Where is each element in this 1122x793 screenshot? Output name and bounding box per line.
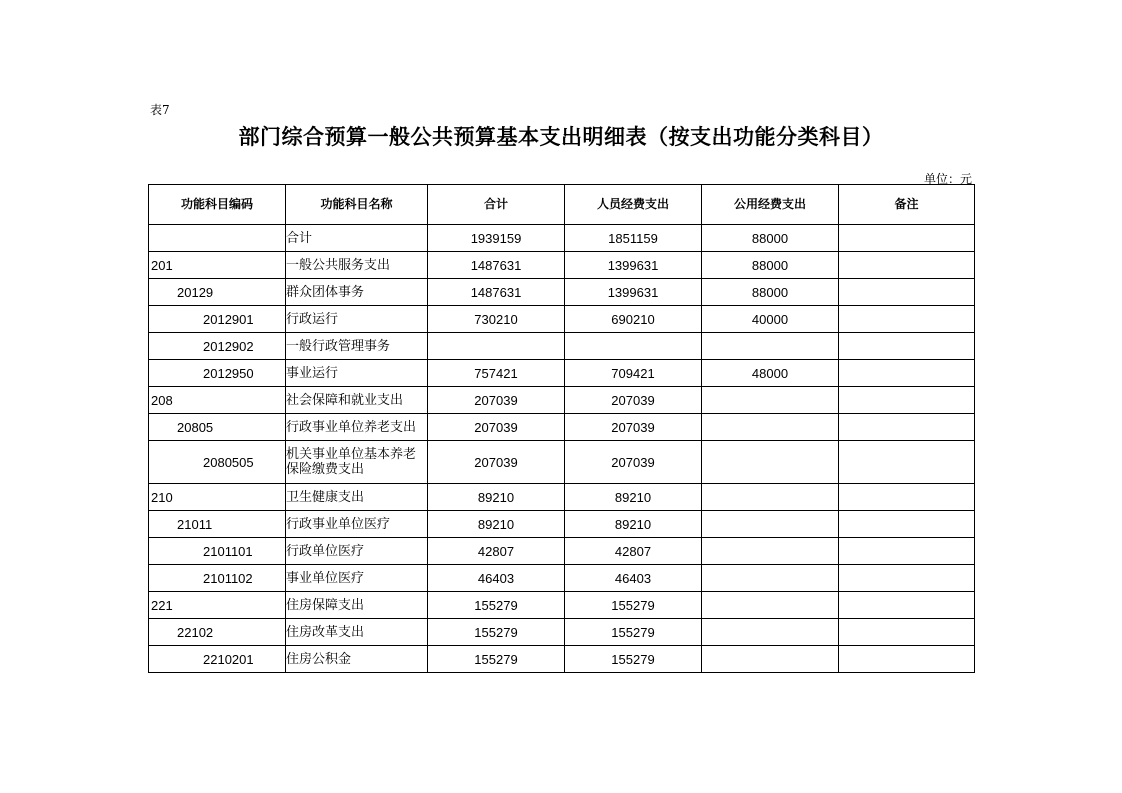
cell-name: 一般行政管理事务	[286, 333, 428, 360]
cell-note	[839, 333, 975, 360]
cell-public: 88000	[702, 279, 839, 306]
cell-public	[702, 387, 839, 414]
cell-note	[839, 306, 975, 333]
cell-personnel: 207039	[565, 441, 702, 484]
table-body	[149, 225, 975, 673]
table-row	[149, 538, 975, 565]
table-row	[149, 414, 975, 441]
cell-personnel: 1851159	[565, 225, 702, 252]
cell-code: 20805	[149, 414, 286, 441]
cell-personnel: 1399631	[565, 279, 702, 306]
cell-total: 1487631	[428, 279, 565, 306]
cell-total: 155279	[428, 619, 565, 646]
column-header-total: 合计	[428, 185, 565, 225]
cell-total: 1939159	[428, 225, 565, 252]
column-header-note: 备注	[839, 185, 975, 225]
cell-code: 2080505	[149, 441, 286, 484]
cell-code: 208	[149, 387, 286, 414]
cell-name: 群众团体事务	[286, 279, 428, 306]
cell-note	[839, 592, 975, 619]
cell-note	[839, 252, 975, 279]
cell-public: 88000	[702, 252, 839, 279]
cell-total: 730210	[428, 306, 565, 333]
cell-code: 2210201	[149, 646, 286, 673]
cell-public	[702, 538, 839, 565]
cell-code: 20129	[149, 279, 286, 306]
cell-total: 155279	[428, 592, 565, 619]
table-row	[149, 565, 975, 592]
cell-name: 卫生健康支出	[286, 484, 428, 511]
cell-note	[839, 511, 975, 538]
table-number: 表7	[150, 103, 170, 117]
cell-note	[839, 387, 975, 414]
cell-code: 21011	[149, 511, 286, 538]
table-row	[149, 279, 975, 306]
cell-code: 221	[149, 592, 286, 619]
cell-code: 2012902	[149, 333, 286, 360]
cell-note	[839, 538, 975, 565]
cell-code: 2101101	[149, 538, 286, 565]
cell-public	[702, 484, 839, 511]
column-header-code: 功能科目编码	[149, 185, 286, 225]
table-row	[149, 619, 975, 646]
cell-personnel: 709421	[565, 360, 702, 387]
table-row	[149, 306, 975, 333]
cell-name: 事业单位医疗	[286, 565, 428, 592]
cell-name: 一般公共服务支出	[286, 252, 428, 279]
cell-public	[702, 511, 839, 538]
cell-note	[839, 414, 975, 441]
cell-name: 行政事业单位养老支出	[286, 414, 428, 441]
table-row	[149, 387, 975, 414]
cell-name: 行政运行	[286, 306, 428, 333]
cell-personnel: 42807	[565, 538, 702, 565]
cell-name: 住房保障支出	[286, 592, 428, 619]
cell-code: 210	[149, 484, 286, 511]
cell-personnel: 207039	[565, 387, 702, 414]
cell-public	[702, 592, 839, 619]
cell-name: 行政单位医疗	[286, 538, 428, 565]
cell-personnel: 89210	[565, 511, 702, 538]
cell-public	[702, 619, 839, 646]
cell-total: 207039	[428, 441, 565, 484]
cell-name: 社会保障和就业支出	[286, 387, 428, 414]
budget-table	[148, 184, 975, 673]
cell-personnel	[565, 333, 702, 360]
cell-total: 42807	[428, 538, 565, 565]
cell-code: 2101102	[149, 565, 286, 592]
cell-name: 住房公积金	[286, 646, 428, 673]
cell-public: 48000	[702, 360, 839, 387]
cell-code: 22102	[149, 619, 286, 646]
cell-name: 机关事业单位基本养老保险缴费支出	[286, 441, 428, 484]
cell-personnel: 46403	[565, 565, 702, 592]
cell-code: 201	[149, 252, 286, 279]
cell-total: 207039	[428, 387, 565, 414]
cell-public: 88000	[702, 225, 839, 252]
table-row	[149, 511, 975, 538]
table-row	[149, 484, 975, 511]
cell-note	[839, 360, 975, 387]
cell-total: 89210	[428, 484, 565, 511]
cell-total: 155279	[428, 646, 565, 673]
page-title: 部门综合预算一般公共预算基本支出明细表（按支出功能分类科目）	[238, 125, 884, 149]
table-row	[149, 333, 975, 360]
column-header-personnel: 人员经费支出	[565, 185, 702, 225]
cell-note	[839, 279, 975, 306]
cell-personnel: 155279	[565, 619, 702, 646]
table-row	[149, 646, 975, 673]
cell-name: 行政事业单位医疗	[286, 511, 428, 538]
cell-public: 40000	[702, 306, 839, 333]
cell-total: 1487631	[428, 252, 565, 279]
cell-total: 757421	[428, 360, 565, 387]
table-row	[149, 360, 975, 387]
table-row	[149, 592, 975, 619]
cell-public	[702, 333, 839, 360]
cell-public	[702, 441, 839, 484]
cell-code	[149, 225, 286, 252]
table-row	[149, 252, 975, 279]
cell-personnel: 155279	[565, 646, 702, 673]
cell-personnel: 89210	[565, 484, 702, 511]
cell-note	[839, 441, 975, 484]
cell-public	[702, 565, 839, 592]
cell-personnel: 155279	[565, 592, 702, 619]
cell-total: 89210	[428, 511, 565, 538]
cell-name: 住房改革支出	[286, 619, 428, 646]
cell-total	[428, 333, 565, 360]
cell-total: 207039	[428, 414, 565, 441]
cell-note	[839, 484, 975, 511]
cell-note	[839, 565, 975, 592]
cell-public	[702, 414, 839, 441]
cell-note	[839, 646, 975, 673]
cell-personnel: 690210	[565, 306, 702, 333]
column-header-name: 功能科目名称	[286, 185, 428, 225]
cell-code: 2012950	[149, 360, 286, 387]
cell-note	[839, 619, 975, 646]
table-header-row	[149, 185, 975, 225]
cell-personnel: 207039	[565, 414, 702, 441]
cell-note	[839, 225, 975, 252]
table-row	[149, 225, 975, 252]
cell-name: 事业运行	[286, 360, 428, 387]
cell-total: 46403	[428, 565, 565, 592]
cell-code: 2012901	[149, 306, 286, 333]
cell-personnel: 1399631	[565, 252, 702, 279]
table-row	[149, 441, 975, 484]
cell-name: 合计	[286, 225, 428, 252]
unit-label: 单位：元	[923, 172, 972, 186]
cell-public	[702, 646, 839, 673]
column-header-public: 公用经费支出	[702, 185, 839, 225]
